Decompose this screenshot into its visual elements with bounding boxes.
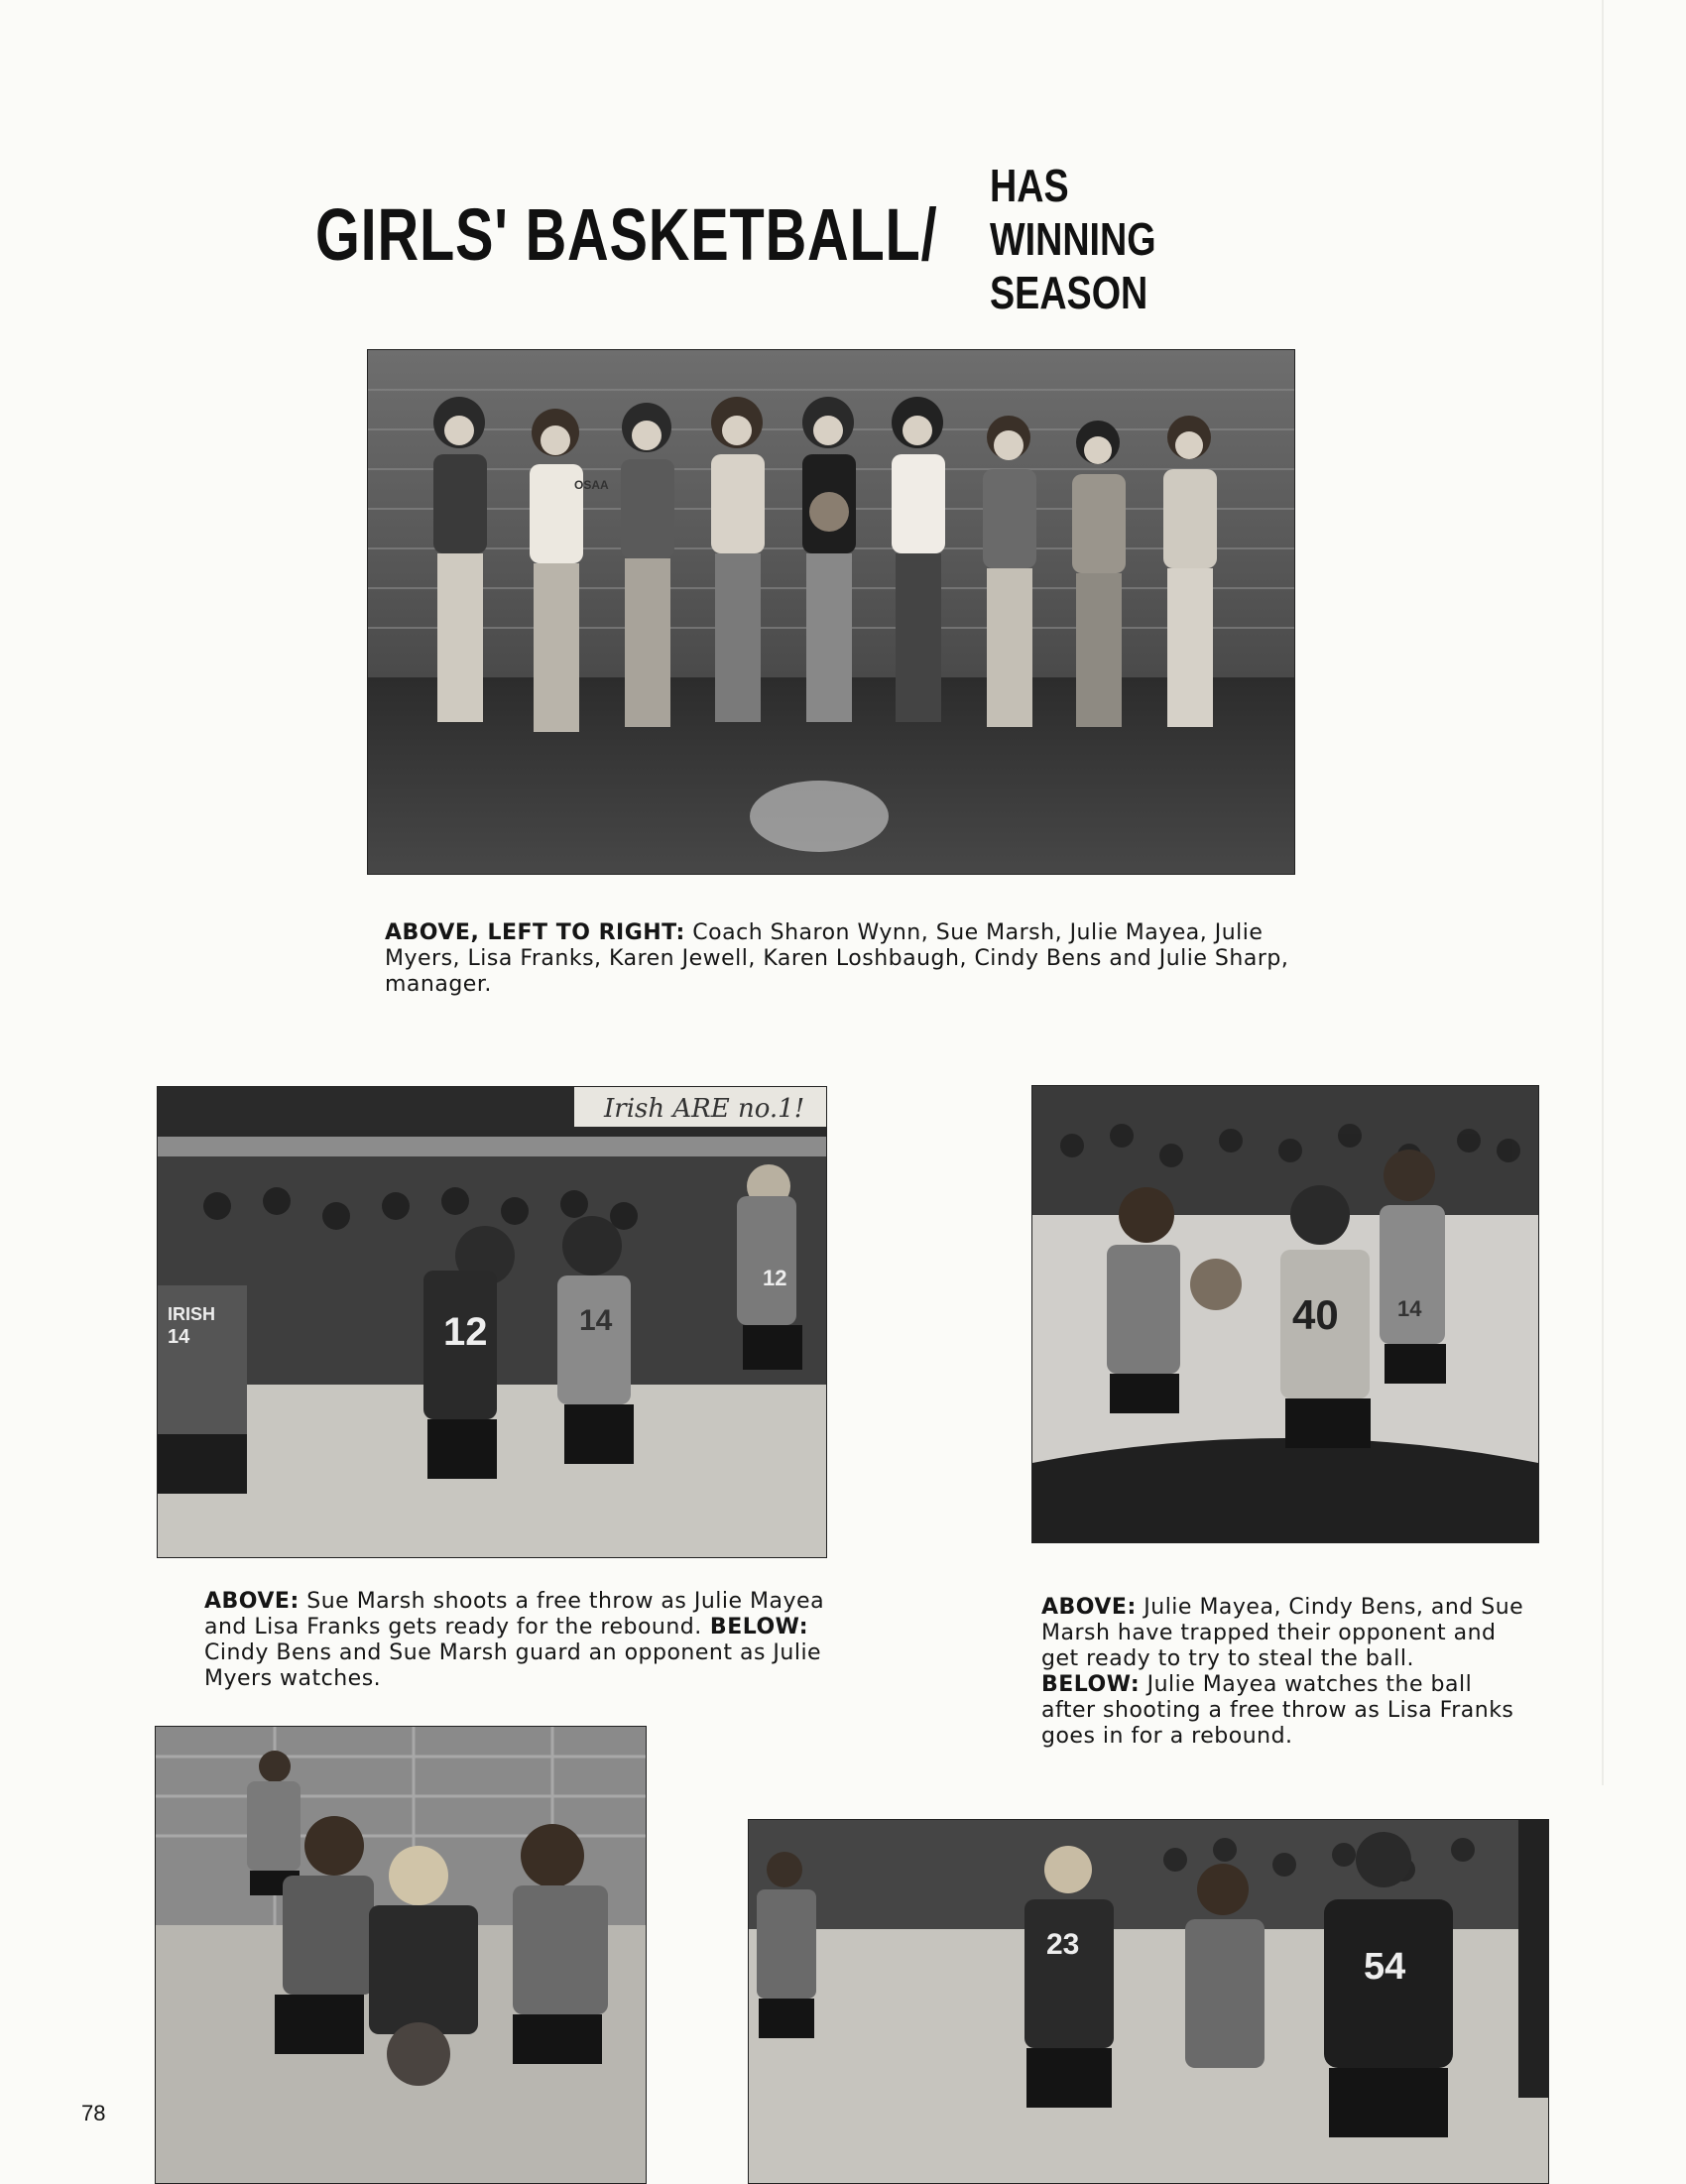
banner-text: OSAA <box>574 478 609 492</box>
free-throw-photo <box>157 1086 827 1558</box>
banner-text: Irish ARE no.1! <box>604 1094 805 1124</box>
jersey-number: 12 <box>763 1266 787 1290</box>
caption-text: Coach Sharon Wynn, Sue Marsh, Julie Mayea, Julie Myers, Lisa Franks, Karen Jewell, Karen Loshbaugh, Cindy Bens and Julie Sharp, manager. <box>385 920 1289 997</box>
subtitle-line: SEASON <box>990 267 1148 318</box>
caption-lead: ABOVE: <box>1041 1595 1137 1620</box>
jersey-number: 54 <box>1364 1946 1406 1988</box>
caption-text: Cindy Bens and Sue Marsh guard an opponent as Julie Myers watches. <box>204 1640 822 1691</box>
caption-lead: BELOW: <box>701 1615 809 1639</box>
caption-lead: ABOVE: <box>204 1589 300 1614</box>
caption-lead: ABOVE, LEFT TO RIGHT: <box>385 920 685 945</box>
team-photo <box>367 349 1295 875</box>
caption-text: Julie Mayea watches the ball after shooting a free throw as Lisa Franks goes in for a rebound. <box>1041 1672 1514 1749</box>
guard-photo <box>155 1726 647 2184</box>
page-number: 78 <box>81 2101 106 2125</box>
free-throw-caption <box>204 1589 859 1692</box>
jersey-number: 40 <box>1292 1291 1339 1338</box>
subtitle-line: WINNING <box>990 213 1156 265</box>
jersey-text: IRISH <box>168 1304 216 1324</box>
jersey-number: 14 <box>579 1304 613 1337</box>
page-title: GIRLS' BASKETBALL/ <box>315 193 938 276</box>
jersey-number: 14 <box>1397 1296 1422 1321</box>
page-edge <box>1602 0 1604 1785</box>
trapped-caption <box>1041 1595 1527 1750</box>
jersey-number: 23 <box>1046 1928 1080 1961</box>
trapped-photo <box>1031 1085 1539 1543</box>
page-subtitle <box>990 159 1156 319</box>
subtitle-line: HAS <box>990 160 1069 211</box>
jersey-number: 12 <box>443 1310 488 1354</box>
watch-photo <box>748 1819 1549 2184</box>
caption-text: Sue Marsh shoots a free throw as Julie Mayea and Lisa Franks gets ready for the rebound. <box>204 1589 825 1639</box>
jersey-number: 14 <box>168 1326 190 1348</box>
team-caption <box>385 920 1307 998</box>
caption-text: Julie Mayea, Cindy Bens, and Sue Marsh have trapped their opponent and get ready to try to steal the ball. <box>1041 1595 1524 1671</box>
caption-lead: BELOW: <box>1041 1672 1141 1697</box>
